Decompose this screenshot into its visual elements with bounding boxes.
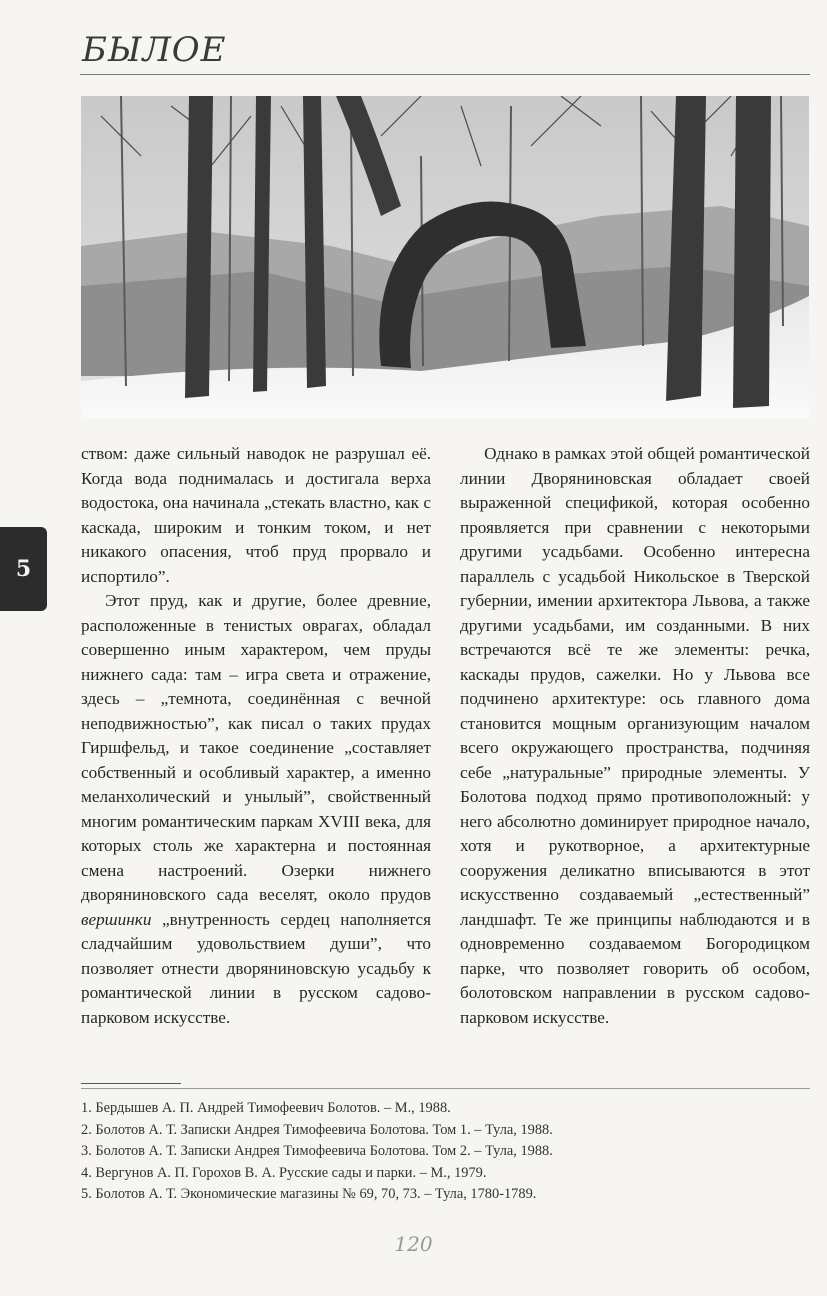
- section-tab: [0, 527, 47, 611]
- footnote-item: 4. Вергунов А. П. Горохов В. А. Русские сады и парки. – М., 1979.: [81, 1164, 487, 1181]
- right-paragraph-1: Однако в рамках этой общей романтической линии Дворяниновская обладает своей выраженной спецификой, которая особенно проявляется при сравнении с некоторыми другими усадьбами. Особенно интересна параллель с усадьбой Никольское в Тверской губернии, имении архитектора Львова, а также другими усадьбами, им созданными. В них встречаются всё те же элементы: речка, каскады прудов, сажелки. Но у Львова все подчинено архитектуре: ось главного дома становится мощным организующим началом всего окружающего пространства, подчиняя себе „натуральные” природные элементы. У Болотова подход прямо противоположный: у него абсолютно доминирует природное начало, хотя и рукотворное, а архитектурные сооружения деликатно вписываются в этот искусственно создаваемый „естественный” ландшафт. Те же принципы наблюдаются и в одновременно создаваемом Богородицком парке, что позволяет говорить об особом, болотовском направлении в русском садово-парковом искусстве.: [460, 444, 810, 1027]
- footnote-item: 1. Бердышев А. П. Андрей Тимофеевич Болотов. – М., 1988.: [81, 1100, 451, 1116]
- italic-term: вершинки: [81, 909, 152, 929]
- left-paragraph-2: [81, 589, 431, 1030]
- left-paragraph-2-tail: „внутренность сердец наполняется сладчайшим удовольствием души”, что позволяет отнести дворяниновскую усадьбу к романтической линии в русском садово-парковом искусстве.: [81, 909, 432, 1027]
- left-text-column: [81, 442, 431, 1030]
- footnote-divider-short: [81, 1083, 181, 1084]
- magazine-title: БЫЛОЕ: [82, 30, 227, 70]
- footnotes-list: [81, 1098, 810, 1206]
- winter-park-photo: [81, 96, 809, 419]
- footnote-item: 2. Болотов А. Т. Записки Андрея Тимофеевича Болотова. Том 1. – Тула, 1988.: [81, 1121, 553, 1138]
- section-number: 5: [15, 556, 32, 582]
- footnote-item: 5. Болотов А. Т. Экономические магазины № 69, 70, 73. – Тула, 1780-1789.: [81, 1186, 537, 1202]
- footnote-divider: [81, 1088, 810, 1089]
- left-paragraph-2-text: Этот пруд, как и другие, более древние, расположенные в тенистых оврагах, обладал совершенно иным характером, чем пруды нижнего сада: там – игра света и отражение, здесь – „темнота, соединённая с вечной неподвижностью”, как писал о таких прудах Гиршфельд, и такое соединение „составляет собственный и особливый характер, а именно меланхолический и унылый”, свойственный многим романтическим паркам XVIII века, для которых столь же характерна и постоянная смена настроений. Озерки нижнего дворяниновского сада веселят, около прудов: [81, 591, 431, 904]
- right-text-column: [460, 442, 810, 1030]
- footnote-item: 3. Болотов А. Т. Записки Андрея Тимофеевича Болотова. Том 2. – Тула, 1988.: [81, 1143, 553, 1159]
- header-divider: [80, 74, 810, 75]
- left-paragraph-1: ством: даже сильный наводок не разрушал её. Когда вода поднималась и достигала верха водостока, она начинала „стекать властно, как с каскада, широким и тонким током, и нет никакого опасения, чтоб пруд прорвало и испортило”.: [81, 444, 431, 586]
- page-number: 120: [394, 1232, 433, 1256]
- winter-park-photo-icon: [81, 96, 809, 419]
